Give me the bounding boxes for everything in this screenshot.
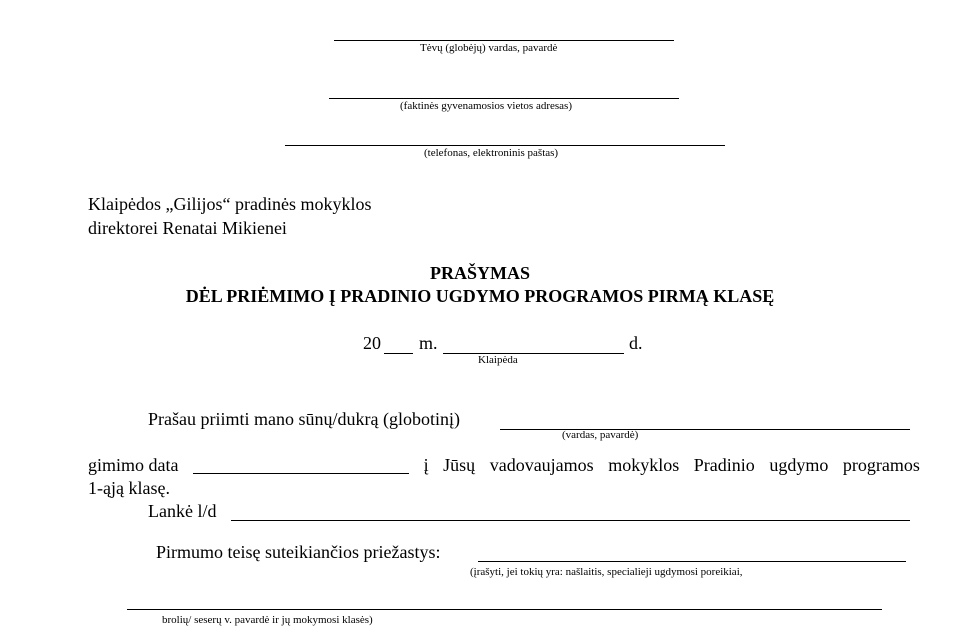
document-title: PRAŠYMAS <box>429 263 530 283</box>
document-subtitle: DĖL PRIĖMIMO Į PRADINIO UGDYMO PROGRAMOS PIRMĄ KLASĘ <box>185 286 775 306</box>
recipient-school: Klaipėdos „Gilijos“ pradinės mokyklos <box>88 194 372 214</box>
birth-date-line[interactable] <box>193 455 409 474</box>
birth-word: programos <box>842 455 920 475</box>
siblings-caption: brolių/ seserų v. pavardė ir jų mokymosi klasės) <box>162 614 373 626</box>
priority-caption: (įrašyti, jei tokių yra: našlaitis, specialieji ugdymosi poreikiai, <box>470 566 743 578</box>
guardian-name-line[interactable] <box>334 40 674 41</box>
request-text: Prašau priimti mano sūnų/dukrą (globotinį) <box>148 409 460 429</box>
child-name-caption: (vardas, pavardė) <box>562 429 639 441</box>
date-line[interactable] <box>443 353 624 354</box>
priority-line[interactable] <box>478 561 906 562</box>
address-line[interactable] <box>329 98 679 99</box>
birth-word: vadovaujamos <box>489 455 594 475</box>
birth-word: mokyklos <box>608 455 680 475</box>
priority-label: Pirmumo teisę suteikiančios priežastys: <box>156 542 441 562</box>
year-line[interactable] <box>384 353 413 354</box>
birth-date-row <box>88 455 920 475</box>
birth-word: ugdymo <box>769 455 829 475</box>
birth-word: į <box>423 455 429 475</box>
siblings-line[interactable] <box>127 609 882 610</box>
kindergarten-line[interactable] <box>231 520 910 521</box>
birth-word: Pradinio <box>693 455 755 475</box>
guardian-name-caption: Tėvų (globėjų) vardas, pavardė <box>420 42 558 54</box>
class-text: 1-ąją klasę. <box>88 478 170 498</box>
place-caption: Klaipėda <box>478 354 518 366</box>
contact-caption: (telefonas, elektroninis paštas) <box>424 147 559 159</box>
address-caption: (faktinės gyvenamosios vietos adresas) <box>400 100 572 112</box>
birth-word: Jūsų <box>443 455 476 475</box>
year-prefix: 20 <box>363 333 381 353</box>
contact-line[interactable] <box>285 145 725 146</box>
birth-label: gimimo data <box>88 455 179 475</box>
recipient-director: direktorei Renatai Mikienei <box>88 218 287 238</box>
year-suffix: m. <box>419 333 438 353</box>
kindergarten-label: Lankė l/d <box>148 501 217 521</box>
day-suffix: d. <box>629 333 643 353</box>
